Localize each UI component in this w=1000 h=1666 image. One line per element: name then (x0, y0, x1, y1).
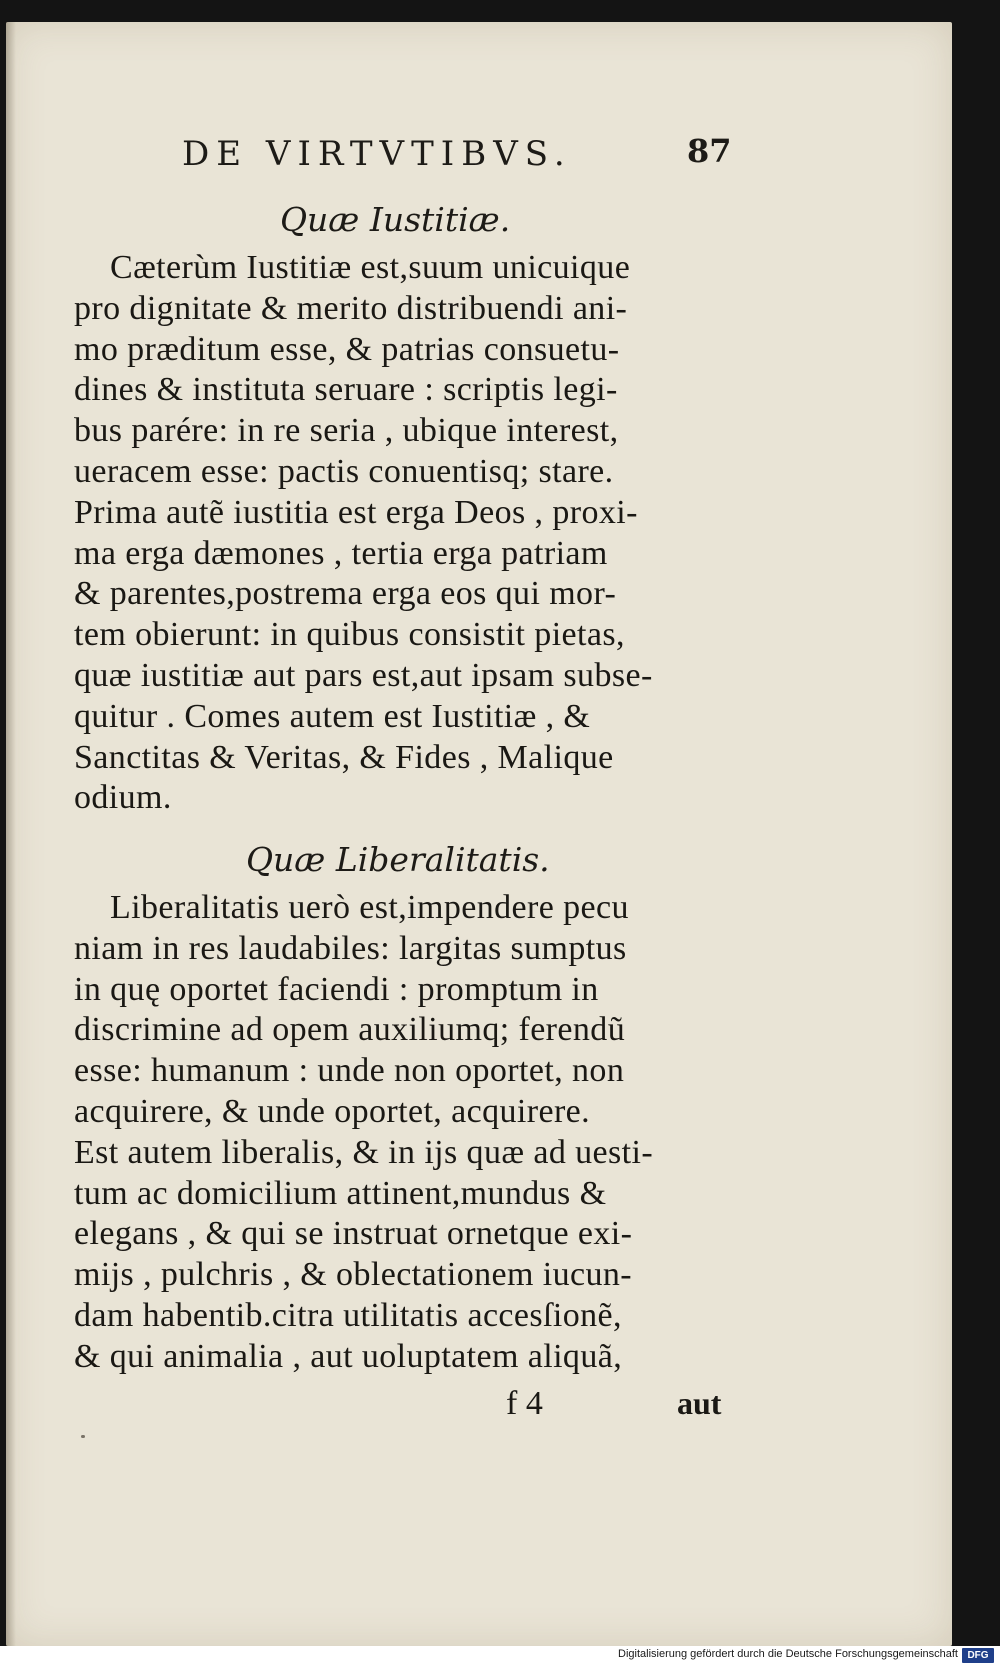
text-line: esse: humanum : unde non oportet, non (74, 1052, 625, 1090)
text-line: dines & instituta seruare : scriptis legi- (74, 371, 618, 409)
text-line: & parentes,postrema erga eos qui mor- (74, 575, 617, 613)
text-line: Est autem liberalis, & in ijs quæ ad uesti- (74, 1133, 654, 1171)
text-line: ma erga dæmones , tertia erga patriam (74, 534, 608, 572)
section-heading-liberalitas: Quæ Liberalitatis. (246, 840, 550, 879)
text-line: ueracem esse: pactis conuentisq; stare. (74, 452, 614, 490)
text-line: elegans , & qui se instruat ornetque exi- (74, 1215, 633, 1253)
text-line: Prima autẽ iustitia est erga Deos , proxi- (74, 493, 638, 531)
text-line: Cæterùm Iustitiæ est,suum unicuique (110, 249, 631, 286)
text-block-liberalitas (74, 888, 734, 1378)
paper-speck (81, 1435, 85, 1438)
digitization-footer (0, 1646, 1000, 1666)
text-line: mo præditum esse, & patrias consuetu- (74, 330, 620, 368)
text-line: quitur . Comes autem est Iustitiæ , & (74, 697, 591, 735)
text-line: discrimine ad opem auxiliumq; ferendũ (74, 1011, 626, 1049)
dfg-logo-icon: DFG (962, 1648, 994, 1663)
footer-credit: Digitalisierung gefördert durch die Deutsche Forschungsgemeinschaft (618, 1648, 958, 1660)
text-line: tem obierunt: in quibus consistit pietas, (74, 616, 625, 654)
signature-mark: f 4 (506, 1385, 543, 1422)
text-line: bus parére: in re seria , ubique interest, (74, 412, 619, 450)
text-line: in quę oportet faciendi : promptum in (74, 970, 599, 1008)
text-line: quæ iustitiæ aut pars est,aut ipsam subse- (74, 656, 653, 694)
text-line: & qui animalia , aut uoluptatem aliquã, (74, 1337, 623, 1375)
text-line: Sanctitas & Veritas, & Fides , Malique (74, 738, 614, 776)
text-line: odium. (74, 779, 172, 817)
running-head: DE VIRTVTIBVS. (182, 134, 572, 174)
text-line: pro dignitate & merito distribuendi ani- (74, 289, 628, 327)
text-line: tum ac domicilium attinent,mundus & (74, 1174, 607, 1212)
page-gutter-shadow (6, 22, 16, 1646)
page-number: 87 (687, 132, 732, 170)
text-block-iustitia (74, 248, 734, 819)
catchword: aut (677, 1385, 722, 1421)
text-line: Liberalitatis uerò est,impendere pecu (110, 889, 629, 926)
text-line: dam habentib.citra utilitatis accesſionẽ, (74, 1296, 622, 1334)
text-line: niam in res laudabiles: largitas sumptus (74, 929, 627, 967)
text-line: mijs , pulchris , & oblectationem iucun- (74, 1256, 633, 1294)
section-heading-iustitia: Quæ Iustitiæ. (280, 200, 511, 239)
book-page (6, 22, 952, 1646)
text-line: acquirere, & unde oportet, acquirere. (74, 1092, 591, 1130)
